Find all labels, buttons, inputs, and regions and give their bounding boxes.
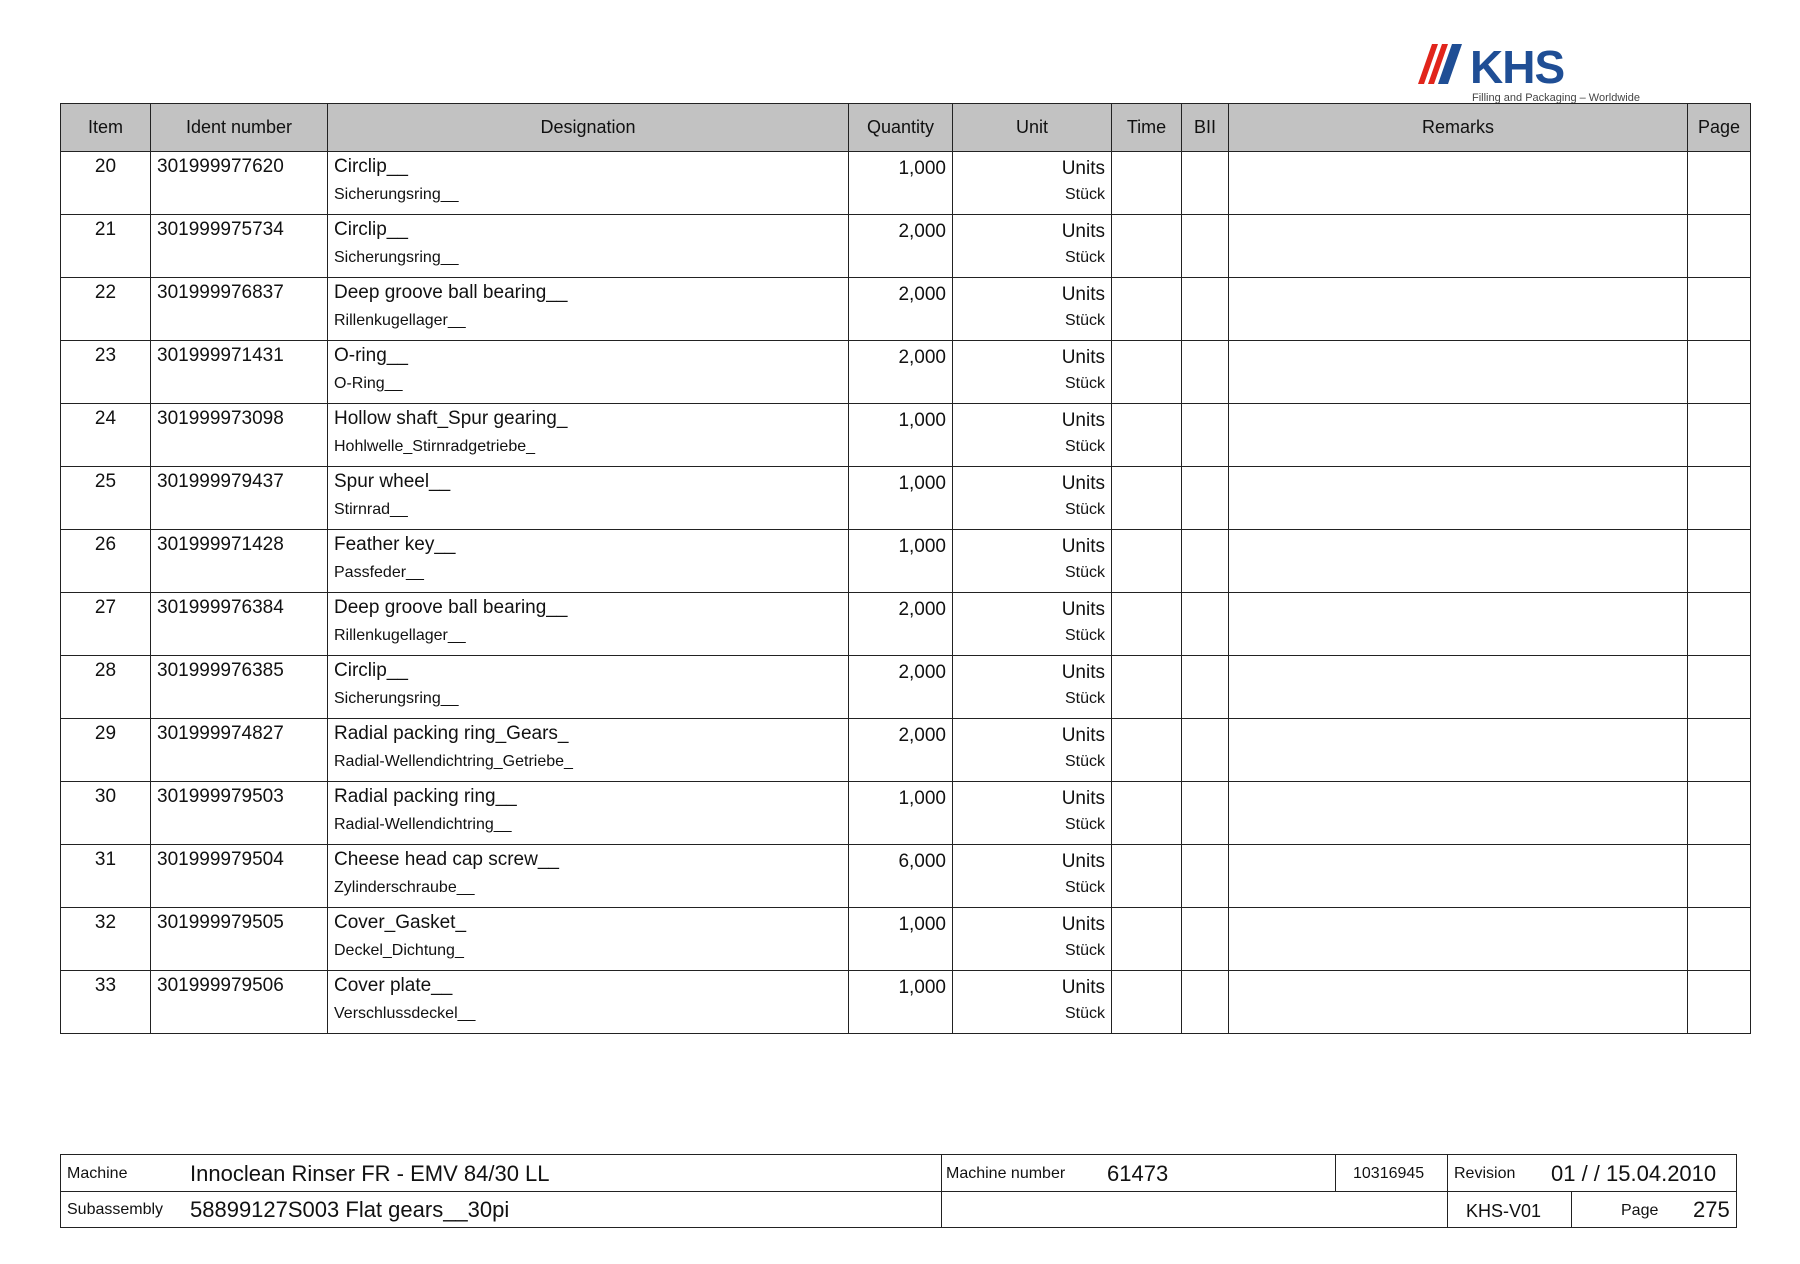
unit-cell: [953, 656, 1112, 719]
item-cell: 29: [61, 719, 151, 782]
designation-german: Passfeder__: [334, 564, 424, 581]
unit-cell: [953, 215, 1112, 278]
bii-cell: [1182, 719, 1229, 782]
remarks-cell: [1229, 971, 1688, 1034]
unit-cell: [953, 782, 1112, 845]
table-row: [61, 908, 1751, 971]
unit-english: Units: [1061, 914, 1105, 935]
item-cell: 22: [61, 278, 151, 341]
subassembly-value: 58899127S003 Flat gears__30pi: [190, 1197, 510, 1222]
time-cell: [1112, 845, 1182, 908]
table-header-row: [61, 104, 1751, 152]
page-cell: [1688, 908, 1751, 971]
page-cell: [1688, 782, 1751, 845]
bii-cell: [1182, 656, 1229, 719]
unit-german: Stück: [1064, 627, 1105, 644]
remarks-cell: [1229, 782, 1688, 845]
column-header-ident-number: Ident number: [151, 104, 328, 152]
page-cell: [1688, 152, 1751, 215]
time-cell: [1112, 908, 1182, 971]
unit-english: Units: [1061, 284, 1105, 305]
designation-cell: [328, 341, 849, 404]
table-row: [61, 278, 1751, 341]
ident-number-cell: 301999979503: [151, 782, 328, 845]
unit-german: Stück: [1064, 879, 1105, 896]
page-cell: [1688, 971, 1751, 1034]
quantity-cell: 1,000: [849, 152, 953, 215]
ident-number-cell: 301999977620: [151, 152, 328, 215]
item-cell: 21: [61, 215, 151, 278]
designation-german: Sicherungsring__: [334, 249, 459, 266]
column-header-quantity: Quantity: [849, 104, 953, 152]
time-cell: [1112, 719, 1182, 782]
designation-german: Verschlussdeckel__: [334, 1005, 476, 1022]
designation-cell: [328, 971, 849, 1034]
table-row: [61, 215, 1751, 278]
remarks-cell: [1229, 908, 1688, 971]
designation-english: Radial packing ring_Gears_: [334, 723, 569, 744]
revision-value: 01 / / 15.04.2010: [1551, 1161, 1717, 1186]
column-header-time: Time: [1112, 104, 1182, 152]
time-cell: [1112, 467, 1182, 530]
page-label: Page: [1621, 1202, 1659, 1219]
bii-cell: [1182, 908, 1229, 971]
item-cell: 31: [61, 845, 151, 908]
remarks-cell: [1229, 404, 1688, 467]
designation-english: Deep groove ball bearing__: [334, 597, 568, 618]
quantity-cell: 2,000: [849, 278, 953, 341]
ident-number-cell: 301999979504: [151, 845, 328, 908]
item-cell: 20: [61, 152, 151, 215]
bii-cell: [1182, 971, 1229, 1034]
logo-brand: KHS: [1470, 41, 1565, 93]
designation-german: Stirnrad__: [334, 501, 408, 518]
table-row: [61, 971, 1751, 1034]
quantity-cell: 2,000: [849, 215, 953, 278]
time-cell: [1112, 341, 1182, 404]
unit-german: Stück: [1064, 501, 1105, 518]
unit-cell: [953, 908, 1112, 971]
column-header-page: Page: [1688, 104, 1751, 152]
unit-cell: [953, 530, 1112, 593]
designation-english: Circlip__: [334, 660, 408, 681]
designation-german: Rillenkugellager__: [334, 627, 466, 644]
bii-cell: [1182, 845, 1229, 908]
remarks-cell: [1229, 467, 1688, 530]
unit-german: Stück: [1064, 312, 1105, 329]
machine-value: Innoclean Rinser FR - EMV 84/30 LL: [190, 1161, 550, 1186]
time-cell: [1112, 404, 1182, 467]
logo-tagline: Filling and Packaging – Worldwide: [1472, 92, 1640, 104]
designation-english: Cover plate__: [334, 975, 453, 996]
item-cell: 27: [61, 593, 151, 656]
remarks-cell: [1229, 530, 1688, 593]
designation-german: Zylinderschraube__: [334, 879, 475, 896]
time-cell: [1112, 278, 1182, 341]
page-cell: [1688, 593, 1751, 656]
designation-german: O-Ring__: [334, 375, 403, 392]
unit-english: Units: [1061, 347, 1105, 368]
unit-cell: [953, 278, 1112, 341]
quantity-cell: 1,000: [849, 971, 953, 1034]
ident-number-cell: 301999979506: [151, 971, 328, 1034]
bii-cell: [1182, 593, 1229, 656]
item-cell: 30: [61, 782, 151, 845]
time-cell: [1112, 656, 1182, 719]
ident-number-cell: 301999979505: [151, 908, 328, 971]
item-cell: 23: [61, 341, 151, 404]
table-row: [61, 467, 1751, 530]
unit-english: Units: [1061, 851, 1105, 872]
quantity-cell: 1,000: [849, 404, 953, 467]
quantity-cell: 1,000: [849, 908, 953, 971]
designation-cell: [328, 845, 849, 908]
ident-number-cell: 301999973098: [151, 404, 328, 467]
unit-english: Units: [1061, 536, 1105, 557]
bii-cell: [1182, 341, 1229, 404]
column-header-unit: Unit: [953, 104, 1112, 152]
subassembly-label: Subassembly: [67, 1201, 164, 1218]
table-row: [61, 341, 1751, 404]
unit-english: Units: [1061, 977, 1105, 998]
column-header-designation: Designation: [328, 104, 849, 152]
logo-stripes-icon: [1418, 40, 1470, 86]
page-cell: [1688, 278, 1751, 341]
bii-cell: [1182, 152, 1229, 215]
page-cell: [1688, 404, 1751, 467]
time-cell: [1112, 593, 1182, 656]
designation-cell: [328, 656, 849, 719]
unit-english: Units: [1061, 599, 1105, 620]
remarks-cell: [1229, 341, 1688, 404]
page-number: 275: [1693, 1197, 1730, 1222]
designation-english: Circlip__: [334, 156, 408, 177]
unit-cell: [953, 152, 1112, 215]
quantity-cell: 6,000: [849, 845, 953, 908]
bii-cell: [1182, 404, 1229, 467]
unit-english: Units: [1061, 221, 1105, 242]
unit-german: Stück: [1064, 438, 1105, 455]
table-row: [61, 404, 1751, 467]
designation-cell: [328, 467, 849, 530]
unit-cell: [953, 467, 1112, 530]
remarks-cell: [1229, 845, 1688, 908]
designation-english: Deep groove ball bearing__: [334, 282, 568, 303]
remarks-cell: [1229, 719, 1688, 782]
ident-number-cell: 301999974827: [151, 719, 328, 782]
table-row: [61, 593, 1751, 656]
item-cell: 25: [61, 467, 151, 530]
designation-cell: [328, 404, 849, 467]
unit-english: Units: [1061, 662, 1105, 683]
unit-german: Stück: [1064, 564, 1105, 581]
designation-german: Rillenkugellager__: [334, 312, 466, 329]
bii-cell: [1182, 467, 1229, 530]
unit-cell: [953, 719, 1112, 782]
designation-cell: [328, 278, 849, 341]
item-cell: 33: [61, 971, 151, 1034]
ident-number-cell: 301999976384: [151, 593, 328, 656]
ident-number-cell: 301999971428: [151, 530, 328, 593]
unit-cell: [953, 341, 1112, 404]
remarks-cell: [1229, 656, 1688, 719]
unit-german: Stück: [1064, 375, 1105, 392]
remarks-cell: [1229, 593, 1688, 656]
ident-number-cell: 301999976385: [151, 656, 328, 719]
page-cell: [1688, 656, 1751, 719]
remarks-cell: [1229, 278, 1688, 341]
unit-english: Units: [1061, 410, 1105, 431]
table-row: [61, 656, 1751, 719]
bii-cell: [1182, 782, 1229, 845]
unit-cell: [953, 845, 1112, 908]
designation-german: Deckel_Dichtung_: [334, 942, 464, 959]
unit-german: Stück: [1064, 690, 1105, 707]
page-cell: [1688, 215, 1751, 278]
time-cell: [1112, 530, 1182, 593]
designation-cell: [328, 593, 849, 656]
designation-german: Radial-Wellendichtring__: [334, 816, 512, 833]
unit-english: Units: [1061, 788, 1105, 809]
designation-cell: [328, 530, 849, 593]
designation-cell: [328, 908, 849, 971]
column-header-item: Item: [61, 104, 151, 152]
quantity-cell: 1,000: [849, 782, 953, 845]
table-row: [61, 152, 1751, 215]
quantity-cell: 2,000: [849, 656, 953, 719]
designation-english: Cheese head cap screw__: [334, 849, 559, 870]
column-header-bii: BII: [1182, 104, 1229, 152]
ident-number-cell: 301999976837: [151, 278, 328, 341]
bii-cell: [1182, 215, 1229, 278]
document-number: 10316945: [1353, 1165, 1425, 1182]
unit-german: Stück: [1064, 753, 1105, 770]
table-row: [61, 782, 1751, 845]
ident-number-cell: 301999971431: [151, 341, 328, 404]
table-row: [61, 719, 1751, 782]
unit-cell: [953, 593, 1112, 656]
quantity-cell: 2,000: [849, 719, 953, 782]
parts-table: [60, 103, 1751, 1034]
ident-number-cell: 301999979437: [151, 467, 328, 530]
designation-english: Feather key__: [334, 534, 456, 555]
unit-english: Units: [1061, 158, 1105, 179]
machine-number-label: Machine number: [946, 1165, 1066, 1182]
page-cell: [1688, 719, 1751, 782]
page-cell: [1688, 845, 1751, 908]
quantity-cell: 1,000: [849, 530, 953, 593]
machine-label: Machine: [67, 1165, 128, 1182]
ident-number-cell: 301999975734: [151, 215, 328, 278]
version-code: KHS-V01: [1466, 1201, 1542, 1221]
time-cell: [1112, 971, 1182, 1034]
designation-english: Radial packing ring__: [334, 786, 517, 807]
designation-english: Spur wheel__: [334, 471, 451, 492]
time-cell: [1112, 782, 1182, 845]
item-cell: 32: [61, 908, 151, 971]
title-block: [60, 1154, 1737, 1228]
designation-german: Hohlwelle_Stirnradgetriebe_: [334, 438, 536, 455]
time-cell: [1112, 152, 1182, 215]
unit-german: Stück: [1064, 816, 1105, 833]
table-row: [61, 845, 1751, 908]
bii-cell: [1182, 278, 1229, 341]
designation-cell: [328, 152, 849, 215]
time-cell: [1112, 215, 1182, 278]
machine-number-value: 61473: [1107, 1161, 1169, 1186]
designation-cell: [328, 782, 849, 845]
page-cell: [1688, 530, 1751, 593]
bii-cell: [1182, 530, 1229, 593]
table-row: [61, 530, 1751, 593]
unit-english: Units: [1061, 473, 1105, 494]
item-cell: 24: [61, 404, 151, 467]
page-cell: [1688, 341, 1751, 404]
designation-german: Sicherungsring__: [334, 690, 459, 707]
remarks-cell: [1229, 215, 1688, 278]
designation-english: Circlip__: [334, 219, 408, 240]
designation-english: Hollow shaft_Spur gearing_: [334, 408, 568, 429]
designation-english: O-ring__: [334, 345, 408, 366]
unit-german: Stück: [1064, 186, 1105, 203]
designation-german: Sicherungsring__: [334, 186, 459, 203]
unit-german: Stück: [1064, 249, 1105, 266]
quantity-cell: 1,000: [849, 467, 953, 530]
khs-logo: [1418, 40, 1640, 106]
unit-german: Stück: [1064, 1005, 1105, 1022]
unit-cell: [953, 971, 1112, 1034]
quantity-cell: 2,000: [849, 341, 953, 404]
remarks-cell: [1229, 152, 1688, 215]
designation-english: Cover_Gasket_: [334, 912, 467, 933]
item-cell: 28: [61, 656, 151, 719]
item-cell: 26: [61, 530, 151, 593]
designation-cell: [328, 215, 849, 278]
unit-cell: [953, 404, 1112, 467]
unit-english: Units: [1061, 725, 1105, 746]
revision-label: Revision: [1454, 1165, 1516, 1182]
unit-german: Stück: [1064, 942, 1105, 959]
column-header-remarks: Remarks: [1229, 104, 1688, 152]
quantity-cell: 2,000: [849, 593, 953, 656]
designation-german: Radial-Wellendichtring_Getriebe_: [334, 753, 573, 770]
designation-cell: [328, 719, 849, 782]
page-cell: [1688, 467, 1751, 530]
